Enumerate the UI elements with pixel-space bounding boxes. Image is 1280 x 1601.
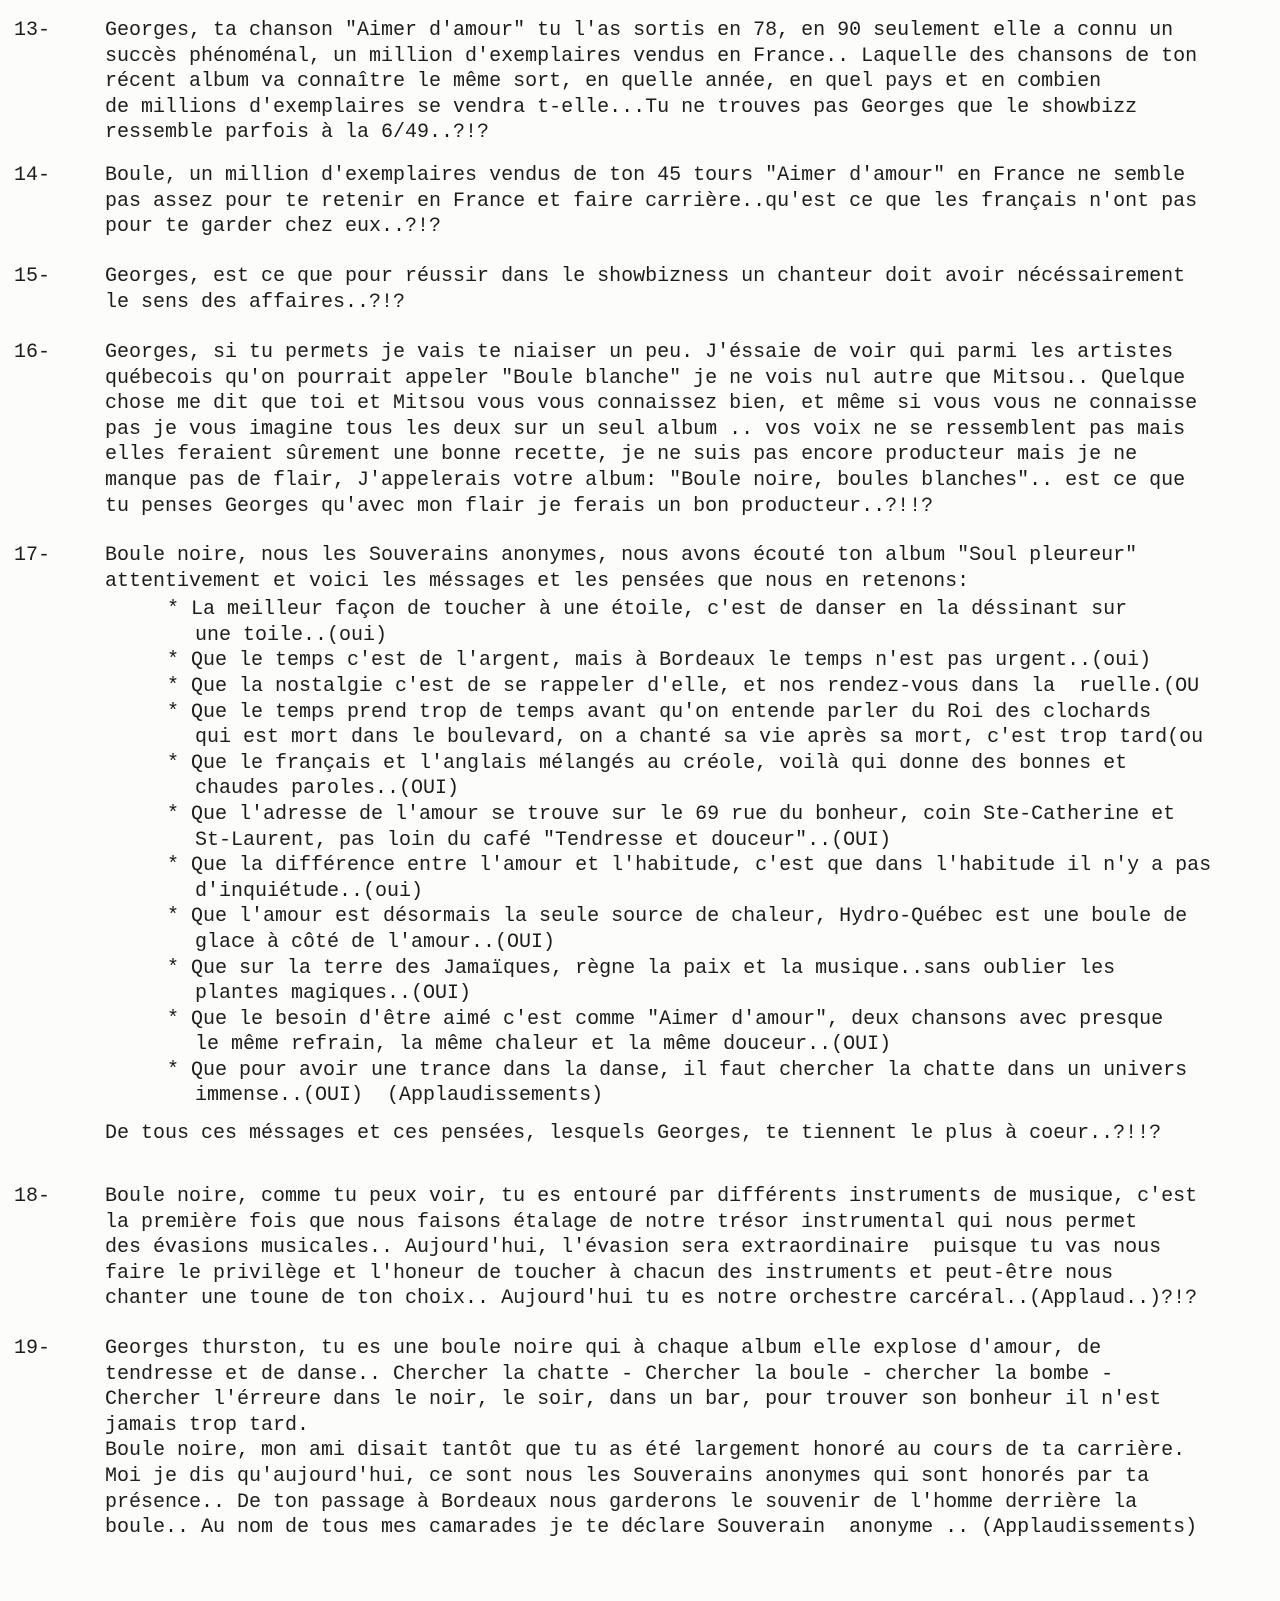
text-line: Boule noire, nous les Souverains anonymes, nous avons écouté ton album "Soul pleureur" — [105, 544, 1138, 567]
text-line: pour te garder chez eux..?!? — [105, 215, 442, 239]
list-item-continuation: St-Laurent, pas loin du café "Tendresse et douceur"..(OUI) — [195, 828, 892, 852]
question-number: 19- — [14, 1337, 51, 1360]
message-list — [105, 597, 1211, 1109]
text-line: Georges, est ce que pour réussir dans le showbizness un chanteur doit avoir nécéssairement — [105, 265, 1186, 288]
list-item: * Que le temps c'est de l'argent, mais à Bordeaux le temps n'est pas urgent..(oui) — [167, 649, 1152, 673]
text-line: Chercher l'érreure dans le noir, le soir, dans un bar, pour trouver son bonheur il n'est — [105, 1388, 1162, 1412]
question-text — [105, 543, 1211, 1109]
list-item: * Que pour avoir une trance dans la danse, il faut chercher la chatte dans un univers — [167, 1058, 1188, 1082]
list-item: * Que la différence entre l'amour et l'habitude, c'est que dans l'habitude il n'y a pas — [167, 854, 1212, 878]
text-line: le sens des affaires..?!? — [105, 290, 406, 314]
question-text — [105, 340, 1197, 519]
text-line: manque pas de flair, J'appelerais votre album: "Boule noire, boules blanches".. est ce que — [105, 468, 1186, 492]
list-item: * Que la nostalgie c'est de se rappeler d'elle, et nos rendez-vous dans la ruelle.(OU — [167, 674, 1200, 698]
text-line: Georges thurston, tu es une boule noire qui à chaque album elle explose d'amour, de — [105, 1337, 1102, 1360]
list-item-continuation: chaudes paroles..(OUI) — [195, 777, 460, 801]
question-number: 18- — [14, 1185, 51, 1208]
text-line: Georges, ta chanson "Aimer d'amour" tu l'as sortis en 78, en 90 seulement elle a connu un — [105, 19, 1174, 42]
text-line: présence.. De ton passage à Bordeaux nous garderons le souvenir de l'homme derrière la — [105, 1490, 1138, 1514]
text-line: pas je vous imagine tous les deux sur un seul album .. vos voix ne se ressemblent pas mais — [105, 417, 1186, 441]
text-line: Georges, si tu permets je vais te niaiser un peu. J'éssaie de voir qui parmi les artistes — [105, 341, 1174, 364]
text-line: elles feraient sûrement une bonne recette, je ne suis pas encore producteur mais je ne — [105, 443, 1138, 467]
question-text — [105, 1336, 1197, 1541]
list-item-continuation: une toile..(oui) — [195, 623, 388, 647]
list-item: * Que l'amour est désormais la seule source de chaleur, Hydro-Québec est une boule de — [167, 905, 1188, 929]
text-line: attentivement et voici les méssages et les pensées que nous en retenons: — [105, 569, 970, 593]
text-line: des évasions musicales.. Aujourd'hui, l'évasion sera extraordinaire puisque tu vas nous — [105, 1236, 1162, 1260]
text-line: pas assez pour te retenir en France et faire carrière..qu'est ce que les français n'ont pas — [105, 189, 1198, 213]
question-number: 17- — [14, 544, 51, 567]
list-item: * Que le besoin d'être aimé c'est comme "Aimer d'amour", deux chansons avec presque — [167, 1007, 1164, 1031]
question-number: 14- — [14, 164, 51, 187]
list-item: * Que le temps prend trop de temps avant qu'on entende parler du Roi des clochards — [167, 700, 1152, 724]
text-line: la première fois que nous faisons étalage de notre trésor instrumental qui nous permet — [105, 1210, 1138, 1234]
text-line: chose me dit que toi et Mitsou vous vous connaissez bien, et même si vous vous ne connaisse — [105, 392, 1198, 416]
text-line: récent album va connaître le même sort, en quelle année, en quel pays et en combien — [105, 70, 1102, 94]
question-number: 13- — [14, 19, 51, 42]
text-line: chanter une toune de ton choix.. Aujourd'hui tu es notre orchestre carcéral..(Applaud..)?!? — [105, 1287, 1198, 1311]
list-item: * La meilleur façon de toucher à une étoile, c'est de danser en la déssinant sur — [167, 598, 1128, 622]
text-line: Boule, un million d'exemplaires vendus de ton 45 tours "Aimer d'amour" en France ne semble — [105, 164, 1186, 187]
text-line: De tous ces méssages et ces pensées, lesquels Georges, te tiennent le plus à coeur..?!!? — [105, 1122, 1162, 1145]
text-line: tendresse et de danse.. Chercher la chatte - Chercher la boule - chercher la bombe - — [105, 1362, 1114, 1386]
question-text — [105, 1121, 1161, 1147]
list-item-continuation: glace à côté de l'amour..(OUI) — [195, 930, 556, 954]
text-line: Boule noire, mon ami disait tantôt que tu as été largement honoré au cours de ta carrière. — [105, 1439, 1186, 1463]
list-item: * Que le français et l'anglais mélangés au créole, voilà qui donne des bonnes et — [167, 751, 1128, 775]
question-text — [105, 18, 1197, 146]
text-line: boule.. Au nom de tous mes camarades je te déclare Souverain anonyme .. (Applaudissements) — [105, 1516, 1198, 1540]
list-item-continuation: qui est mort dans le boulevard, on a chanté sa vie après sa mort, c'est trop tard(ou — [195, 726, 1204, 750]
text-line: de millions d'exemplaires se vendra t-elle...Tu ne trouves pas Georges que le showbizz — [105, 95, 1138, 119]
list-item-continuation: d'inquiétude..(oui) — [195, 879, 424, 903]
text-line: Moi je dis qu'aujourd'hui, ce sont nous les Souverains anonymes qui sont honorés par ta — [105, 1464, 1150, 1488]
list-item: * Que sur la terre des Jamaïques, règne la paix et la musique..sans oublier les — [167, 956, 1116, 980]
text-line: Boule noire, comme tu peux voir, tu es entouré par différents instruments de musique, c'est — [105, 1185, 1198, 1208]
text-line: faire le privilège et l'honeur de toucher à chacun des instruments et peut-être nous — [105, 1261, 1114, 1285]
text-line: succès phénoménal, un million d'exemplaires vendus en France.. Laquelle des chansons de ton — [105, 44, 1198, 68]
question-text — [105, 1184, 1197, 1312]
text-line: québecois qu'on pourrait appeler "Boule blanche" je ne vois nul autre que Mitsou.. Quelque — [105, 366, 1186, 390]
list-item-continuation: le même refrain, la même chaleur et la même douceur..(OUI) — [195, 1033, 892, 1057]
text-line: jamais trop tard. — [105, 1413, 310, 1437]
question-number: 16- — [14, 341, 51, 364]
list-item-continuation: immense..(OUI) (Applaudissements) — [195, 1084, 604, 1108]
list-item: * Que l'adresse de l'amour se trouve sur le 69 rue du bonheur, coin Ste-Catherine et — [167, 802, 1176, 826]
question-text — [105, 264, 1185, 315]
list-item-continuation: plantes magiques..(OUI) — [195, 982, 472, 1006]
text-line: tu penses Georges qu'avec mon flair je ferais un bon producteur..?!!? — [105, 494, 934, 518]
question-text — [105, 163, 1197, 240]
question-number: 15- — [14, 265, 51, 288]
text-line: ressemble parfois à la 6/49..?!? — [105, 121, 490, 145]
